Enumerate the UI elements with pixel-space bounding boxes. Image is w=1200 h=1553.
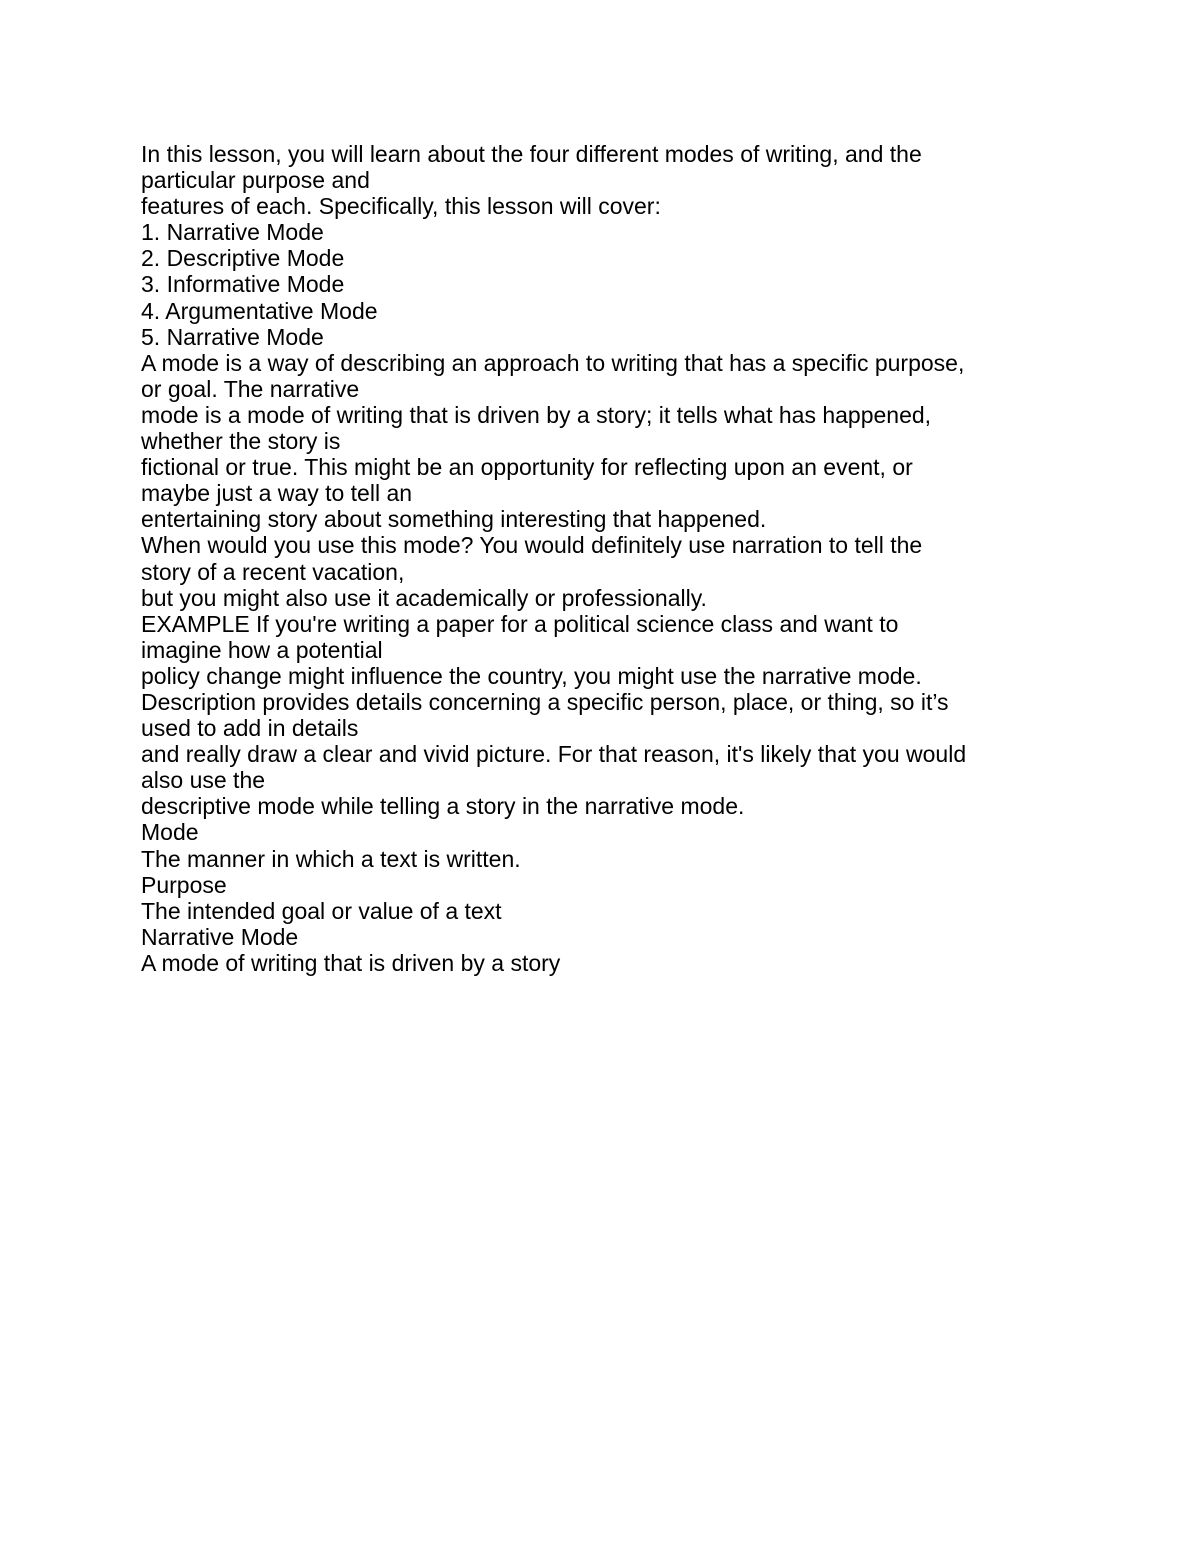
list-item: 2. Descriptive Mode xyxy=(141,245,345,272)
paragraph-line: maybe just a way to tell an xyxy=(141,480,413,507)
paragraph-line: also use the xyxy=(141,767,266,794)
paragraph-line: used to add in details xyxy=(141,715,359,742)
paragraph-line: whether the story is xyxy=(141,428,341,455)
intro-line: particular purpose and xyxy=(141,167,370,194)
paragraph-line: and really draw a clear and vivid picture. For that reason, it's likely that you would xyxy=(141,741,967,768)
intro-line: features of each. Specifically, this lesson will cover: xyxy=(141,193,661,220)
example-line: EXAMPLE If you're writing a paper for a political science class and want to xyxy=(141,610,899,637)
document-body xyxy=(141,141,1101,976)
paragraph-line: fictional or true. This might be an opportunity for reflecting upon an event, or xyxy=(141,454,913,481)
paragraph-line: but you might also use it academically or professionally. xyxy=(141,584,707,611)
paragraph-line: mode is a mode of writing that is driven by a story; it tells what has happened, xyxy=(141,401,932,428)
term-definition: A mode of writing that is driven by a story xyxy=(141,949,561,976)
list-item: 4. Argumentative Mode xyxy=(141,297,378,324)
paragraph-line: or goal. The narrative xyxy=(141,375,360,402)
term-heading: Mode xyxy=(141,819,199,846)
list-item: 3. Informative Mode xyxy=(141,271,345,298)
term-definition: The intended goal or value of a text xyxy=(141,897,502,924)
example-line: policy change might influence the country, you might use the narrative mode. xyxy=(141,662,922,689)
intro-line: In this lesson, you will learn about the four different modes of writing, and the xyxy=(141,141,922,167)
paragraph-line: entertaining story about something interesting that happened. xyxy=(141,506,767,533)
list-item: 1. Narrative Mode xyxy=(141,219,324,246)
paragraph-line: Description provides details concerning a specific person, place, or thing, so it’s xyxy=(141,688,949,715)
paragraph-line: When would you use this mode? You would definitely use narration to tell the xyxy=(141,532,923,559)
list-item: 5. Narrative Mode xyxy=(141,323,324,350)
paragraph-line: descriptive mode while telling a story in the narrative mode. xyxy=(141,793,745,820)
term-heading: Purpose xyxy=(141,871,227,898)
paragraph-line: story of a recent vacation, xyxy=(141,558,405,585)
term-heading: Narrative Mode xyxy=(141,923,299,950)
paragraph-line: A mode is a way of describing an approach to writing that has a specific purpose, xyxy=(141,349,965,376)
example-line: imagine how a potential xyxy=(141,636,383,663)
term-definition: The manner in which a text is written. xyxy=(141,845,521,872)
